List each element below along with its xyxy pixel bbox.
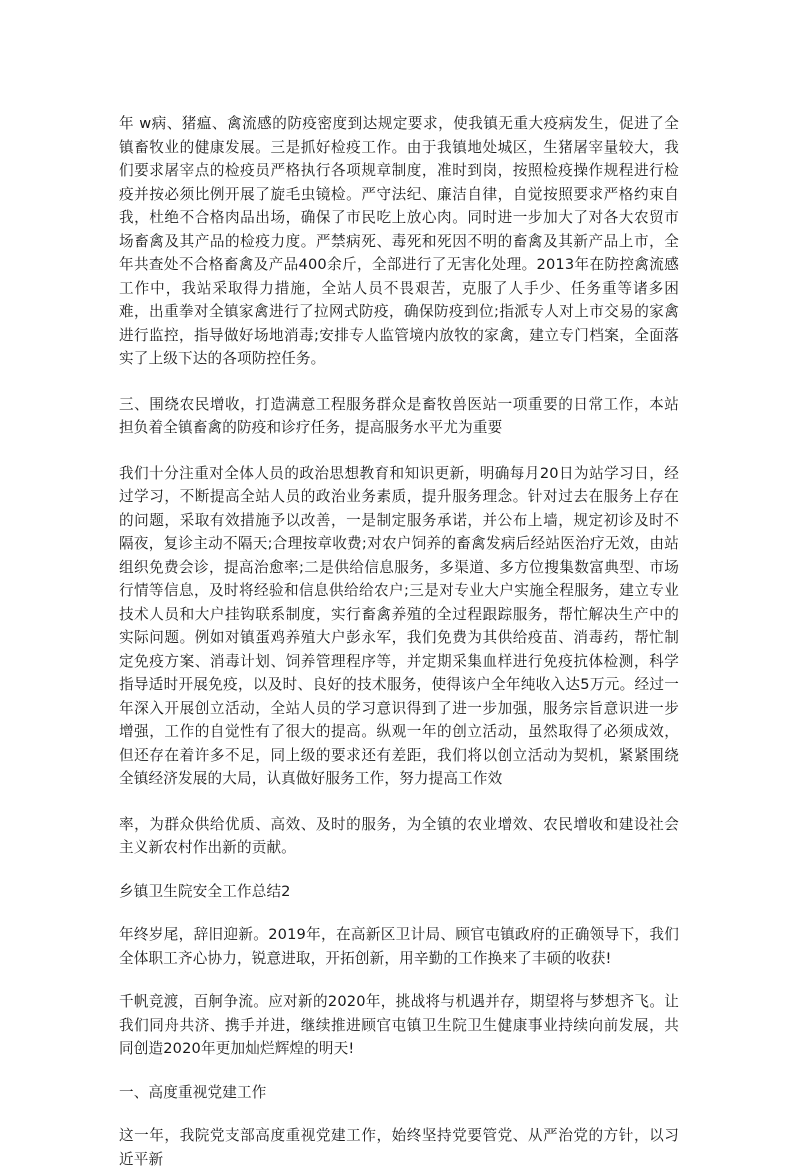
section-heading-party-building: 一、高度重视党建工作 [119,1083,267,1101]
paragraph-service-improvement: 我们十分注重对全体人员的政治思想教育和知识更新，明确每月20日为站学习日，经过学习，不断提高全站人员的政治业务素质，提升服务理念。针对过去在服务上存在的问题，采取有效措施予以改善，一是制定服务承诺，并公布上墙，规定初诊及时不隔夜，复诊主动不隔天;合理按章收费;对农户饲养的畜禽发病后经站医治疗无效，由站组织免费会诊，提高治愈率;二是供给信息服务，多渠道、多方位搜集数富典型、市场行情等信息，及时将经验和信息供给给农户;三是对专业大户实施全程服务，建立专业技术人员和大户挂钩联系制度，实行畜禽养殖的全过程跟踪服务，帮忙解决生产中的实际问题。例如对镇蛋鸡养殖大户彭永军，我们免费为其供给疫苗、消毒药，帮忙制定免疫方案、消毒计划、饲养管理程序等，并定期采集血样进行免疫抗体检测，科学指导适时开展免疫，以及时、良好的技术服务，使得该户全年纯收入达5万元。经过一年深入开展创立活动，全站人员的学习意识得到了进一步加强，服务宗旨意识进一步增强，工作的自觉性有了很大的提高。纵观一年的创立活动，虽然取得了必须成效，但还存在着许多不足，同上级的要求还有差距，我们将以创立活动为契机，紧紧围绕全镇经济发展的大局，认真做好服务工作，努力提高工作效 [119,464,679,787]
paragraph-party-building: 这一年，我院党支部高度重视党建工作，始终坚持党要管党、从严治党的方针，以习近平新 [119,1127,679,1168]
paragraph-new-year-outlook: 千帆竞渡，百舸争流。应对新的2020年，挑战将与机遇并存，期望将与梦想齐飞。让我们同舟共济、携手并进，继续推进顾官屯镇卫生院卫生健康事业持续向前发展，共同创造2020年更加灿烂辉煌的明天! [119,993,679,1057]
paragraph-year-end-review: 年终岁尾，辞旧迎新。2019年，在高新区卫计局、顾官屯镇政府的正确领导下，我们全体职工齐心协力，锐意进取，开拓创新，用辛勤的工作换来了丰硕的收获! [119,926,679,967]
paragraph-epidemic-prevention: 年 w病、猪瘟、禽流感的防疫密度到达规定要求，使我镇无重大疫病发生，促进了全镇畜牧业的健康发展。三是抓好检疫工作。由于我镇地处城区，生猪屠宰量较大，我们要求屠宰点的检疫员严格执行各项规章制度，准时到岗，按照检疫操作规程进行检疫并按必须比例开展了旋毛虫镜检。严守法纪、廉洁自律，自觉按照要求严格约束自我，杜绝不合格肉品出场，确保了市民吃上放心肉。同时进一步加大了对各大农贸市场畜禽及其产品的检疫力度。严禁病死、毒死和死因不明的畜禽及其新产品上市，全年共查处不合格畜禽及产品400余斤，全部进行了无害化处理。2013年在防控禽流感工作中，我站采取得力措施，全站人员不畏艰苦，克服了人手少、任务重等诸多困难，出重拳对全镇家禽进行了拉网式防疫，确保防疫到位;指派专人对上市交易的家禽进行监控，指导做好场地消毒;安排专人监管境内放牧的家禽，建立专门档案，全面落实了上级下达的各项防控任务。 [119,115,679,367]
document-title-hospital-summary: 乡镇卫生院安全工作总结2 [119,882,291,900]
section-heading-farmer-income: 三、围绕农民增收，打造满意工程服务群众是畜牧兽医站一项重要的日常工作，本站担负着全镇畜禽的防疫和诊疗任务，提高服务水平尤为重要 [119,395,679,436]
document-page [119,112,679,1171]
paragraph-service-conclusion: 率，为群众供给优质、高效、及时的服务，为全镇的农业增效、农民增收和建设社会主义新农村作出新的贡献。 [119,815,679,856]
